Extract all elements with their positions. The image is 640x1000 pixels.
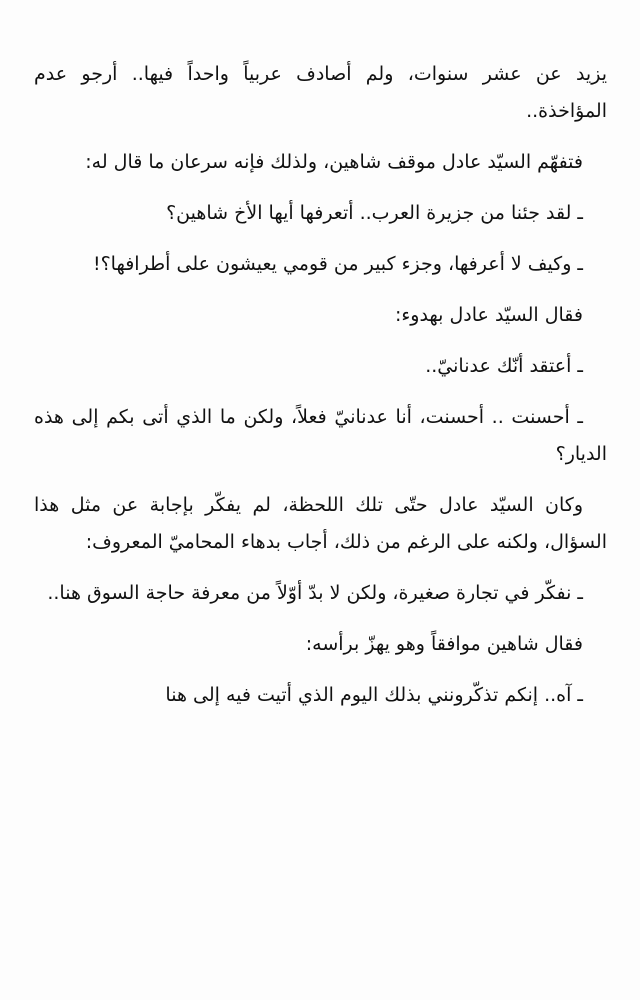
paragraph: ـ آه.. إنكم تذكّرونني بذلك اليوم الذي أتيت فيه إلى هنا [165, 684, 583, 706]
paragraph: ـ لقد جئنا من جزيرة العرب.. أتعرفها أيها الأخ شاهين؟ [166, 202, 583, 224]
paragraph: ـ أحسنت .. أحسنت، أنا عدنانيّ فعلاً، ولكن ما الذي أتى بكم إلى هذه الديار؟ [34, 406, 607, 465]
paragraph: يزيد عن عشر سنوات، ولم أصادف عربياً واحداً فيها.. أرجو عدم المؤاخذة.. [34, 63, 607, 122]
paragraph: ـ نفكّر في تجارة صغيرة، ولكن لا بدّ أوّلاً من معرفة حاجة السوق هنا.. [47, 582, 583, 604]
page-text [34, 56, 607, 728]
paragraph: فقال السيّد عادل بهدوء: [394, 304, 583, 326]
paragraph: فقال شاهين موافقاً وهو يهزّ برأسه: [305, 633, 583, 655]
paragraph: ـ أعتقد أنّك عدنانيّ.. [425, 355, 583, 377]
paragraph: ـ وكيف لا أعرفها، وجزء كبير من قومي يعيشون على أطرافها؟! [92, 253, 583, 275]
paragraph: فتفهّم السيّد عادل موقف شاهين، ولذلك فإنه سرعان ما قال له: [85, 151, 583, 173]
paragraph: وكان السيّد عادل حتّى تلك اللحظة، لم يفكّر بإجابة عن مثل هذا السؤال، ولكنه على الرغم من ذلك، أجاب بدهاء المحاميّ المعروف: [34, 494, 607, 553]
